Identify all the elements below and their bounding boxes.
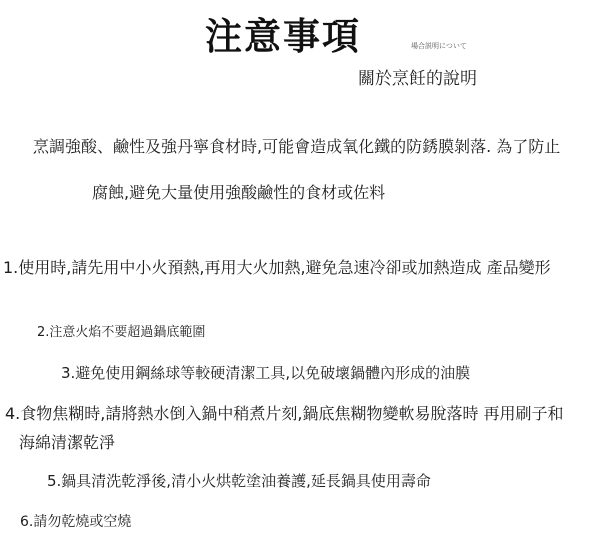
intro-line-2: 腐蝕,避免大量使用強酸鹼性的食材或佐料 [92, 183, 386, 202]
instruction-item-2: 2.注意火焰不要超過鍋底範圍 [37, 325, 206, 340]
page-subtitle: 關於烹飪的說明 [358, 69, 477, 89]
instruction-item-4-continuation: 海綿清潔乾淨 [19, 433, 116, 452]
instruction-item-5: 5.鍋具清洗乾淨後,清小火烘乾塗油養護,延長鍋具使用壽命 [47, 472, 431, 490]
instruction-item-6: 6.請勿乾燒或空燒 [20, 514, 132, 530]
instruction-item-4: 4.食物焦糊時,請將熱水倒入鍋中稍煮片刻,鍋底焦糊物變軟易脫落時 再用刷子和 [5, 404, 564, 423]
instruction-item-1: 1.使用時,請先用中小火預熱,再用大火加熱,避免急速冷卻或加熱造成 產品變形 [3, 258, 551, 277]
header-tag: 場合説明について [411, 42, 467, 50]
instruction-item-3: 3.避免使用鋼絲球等較硬清潔工具,以免破壞鍋體內形成的油膜 [61, 364, 471, 382]
intro-line-1: 烹調強酸、鹼性及強丹寧食材時,可能會造成氧化鐵的防銹膜剝落. 為了防止 [33, 137, 561, 156]
page-title: 注意事項 [205, 15, 361, 58]
